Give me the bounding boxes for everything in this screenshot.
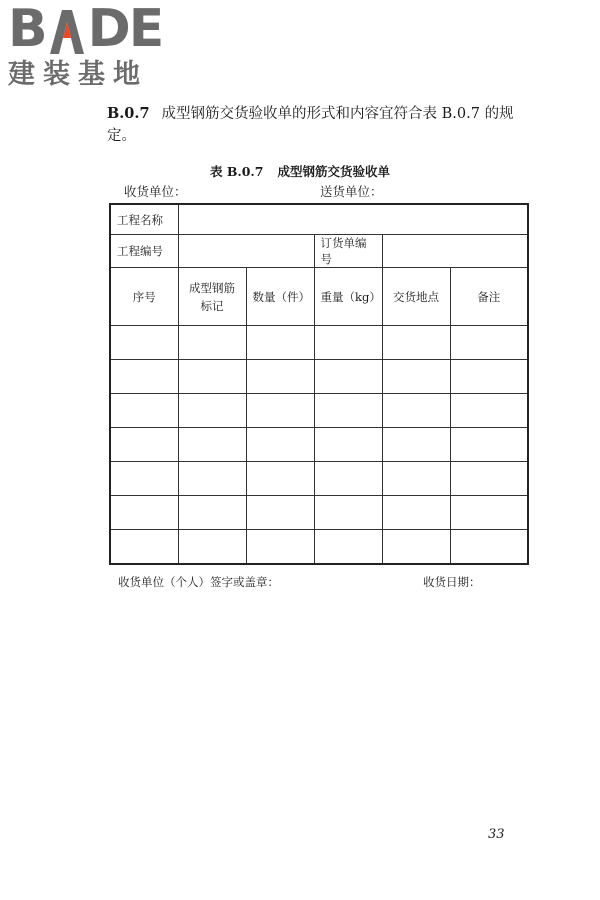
logo-subtitle: 建装基地	[8, 59, 148, 90]
logo-wordmark: B DE	[8, 0, 163, 59]
table-number: 表 B.0.7	[209, 164, 264, 179]
table-row	[110, 428, 528, 462]
table-row	[110, 360, 528, 394]
col-header: 成型钢筋标记	[178, 268, 246, 326]
col-header: 备注	[450, 268, 528, 326]
table-row	[110, 394, 528, 428]
acceptance-form-table	[109, 203, 529, 565]
col-header: 序号	[110, 268, 178, 326]
table-row	[110, 530, 528, 565]
table-row	[110, 496, 528, 530]
project-name-field	[178, 204, 528, 235]
sender-unit-label: 送货单位：	[320, 184, 383, 199]
order-no-field	[382, 235, 528, 268]
table-header-row	[110, 268, 528, 326]
page-number: 33	[488, 827, 505, 842]
table-row	[110, 326, 528, 360]
project-no-field	[178, 235, 314, 268]
col-header: 交货地点	[382, 268, 450, 326]
clause-number: B.0.7	[107, 105, 150, 122]
logo-a-icon	[47, 8, 87, 54]
table-name: 成型钢筋交货验收单	[277, 164, 391, 179]
table-title	[0, 162, 600, 180]
project-no-label: 工程编号	[110, 235, 178, 268]
receiver-unit-label: 收货单位：	[124, 184, 187, 199]
order-no-label: 订货单编号	[314, 235, 382, 268]
col-header: 数量（件）	[246, 268, 314, 326]
table-row	[110, 462, 528, 496]
clause-paragraph	[107, 103, 537, 147]
clause-text: 成型钢筋交货验收单的形式和内容宜符合表 B.0.7 的规定。	[107, 106, 514, 144]
date-label: 收货日期：	[423, 575, 481, 589]
col-header: 重量（kg）	[314, 268, 382, 326]
signature-label: 收货单位（个人）签字或盖章：	[118, 575, 279, 589]
table-row-project-name	[110, 204, 528, 235]
table-row-project-no	[110, 235, 528, 268]
bade-logo	[8, 0, 178, 90]
project-name-label: 工程名称	[110, 204, 178, 235]
